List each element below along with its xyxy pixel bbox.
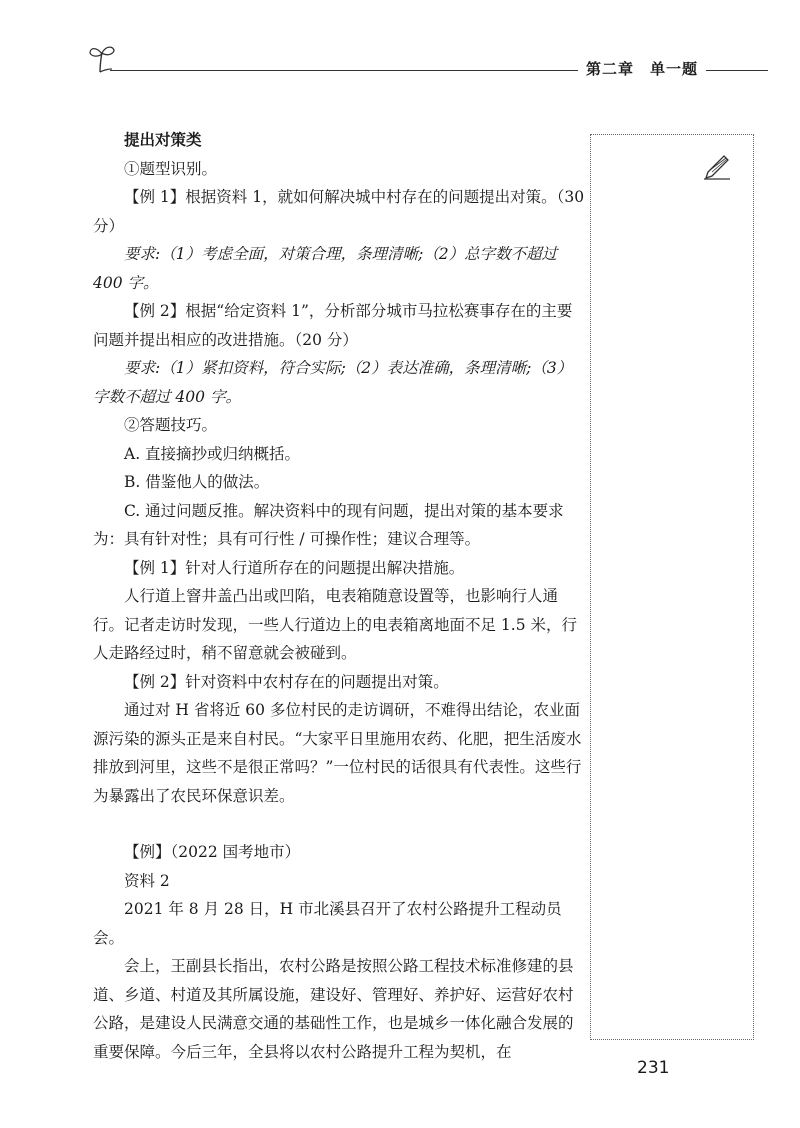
example-question: 【例 2】根据“给定资料 1”，分析部分城市马拉松赛事存在的主要问题并提出相应的改进措施。（20 分） (93, 302, 573, 349)
example-text: 人行道上窨井盖凸出或凹陷，电表箱随意设置等，也影响行人通行。记者走访时发现，一些人行道边上的电表箱离地面不足 1.5 米，行人走路经过时，稍不留意就会被碰到。 (93, 587, 578, 662)
spacer (93, 810, 585, 838)
tip-item: C. 通过问题反推。解决资料中的现有问题，提出对策的基本要求为：具有针对性；具有可行性 / 可操作性；建议合理等。 (93, 501, 564, 548)
step-heading: ①题型识别。 (124, 159, 218, 178)
tip-item: B. 借鉴他人的做法。 (124, 473, 270, 491)
header-rule-right (700, 70, 768, 71)
example-requirement: 要求:（1）考虑全面，对策合理，条理清晰;（2）总字数不超过 400 字。 (93, 245, 558, 292)
example-question: 【例】（2022 国考地市） (124, 843, 301, 861)
notes-margin-box (590, 134, 754, 1040)
example-question: 【例 1】针对人行道所存在的问题提出解决措施。 (124, 558, 465, 577)
example-requirement: 要求:（1）紧扣资料，符合实际;（2）表达准确，条理清晰;（3）字数不超过 400 字。 (93, 359, 573, 406)
page-content (93, 126, 585, 1066)
example-question: 【例 2】针对资料中农村存在的问题提出对策。 (124, 672, 449, 691)
material-label: 资料 2 (124, 871, 170, 890)
pencil-icon (702, 152, 732, 180)
example-text: 通过对 H 省将近 60 多位村民的走访调研，不难得出结论，农业面源污染的源头正是来自村民。“大家平日里施用农药、化肥，把生活废水排放到河里，这些不是很正常吗？”一位村民的话很具有代表性。这些行为暴露出了农民环保意识差。 (93, 701, 582, 805)
tip-item: A. 直接摘抄或归纳概括。 (124, 444, 301, 463)
example-question: 【例 1】根据资料 1，就如何解决城中村存在的问题提出对策。（30 分） (93, 188, 585, 235)
material-paragraph: 2021 年 8 月 28 日，H 市北溪县召开了农村公路提升工程动员会。 (93, 900, 562, 947)
page-number: 231 (637, 1058, 670, 1078)
step-heading: ②答题技巧。 (124, 416, 218, 434)
running-header (88, 42, 768, 82)
chapter-title: 第二章 单一题 (578, 58, 706, 79)
material-paragraph: 会上，王副县长指出，农村公路是按照公路工程技术标准修建的县道、乡道、村道及其所属设施，建设好、管理好、养护好、运营好农村公路，是建设人民满意交通的基础性工作，也是城乡一体化融合发展的重要保障。今后三年，全县将以农村公路提升工程为契机，在 (93, 957, 574, 1061)
section-title: 提出对策类 (124, 131, 202, 149)
